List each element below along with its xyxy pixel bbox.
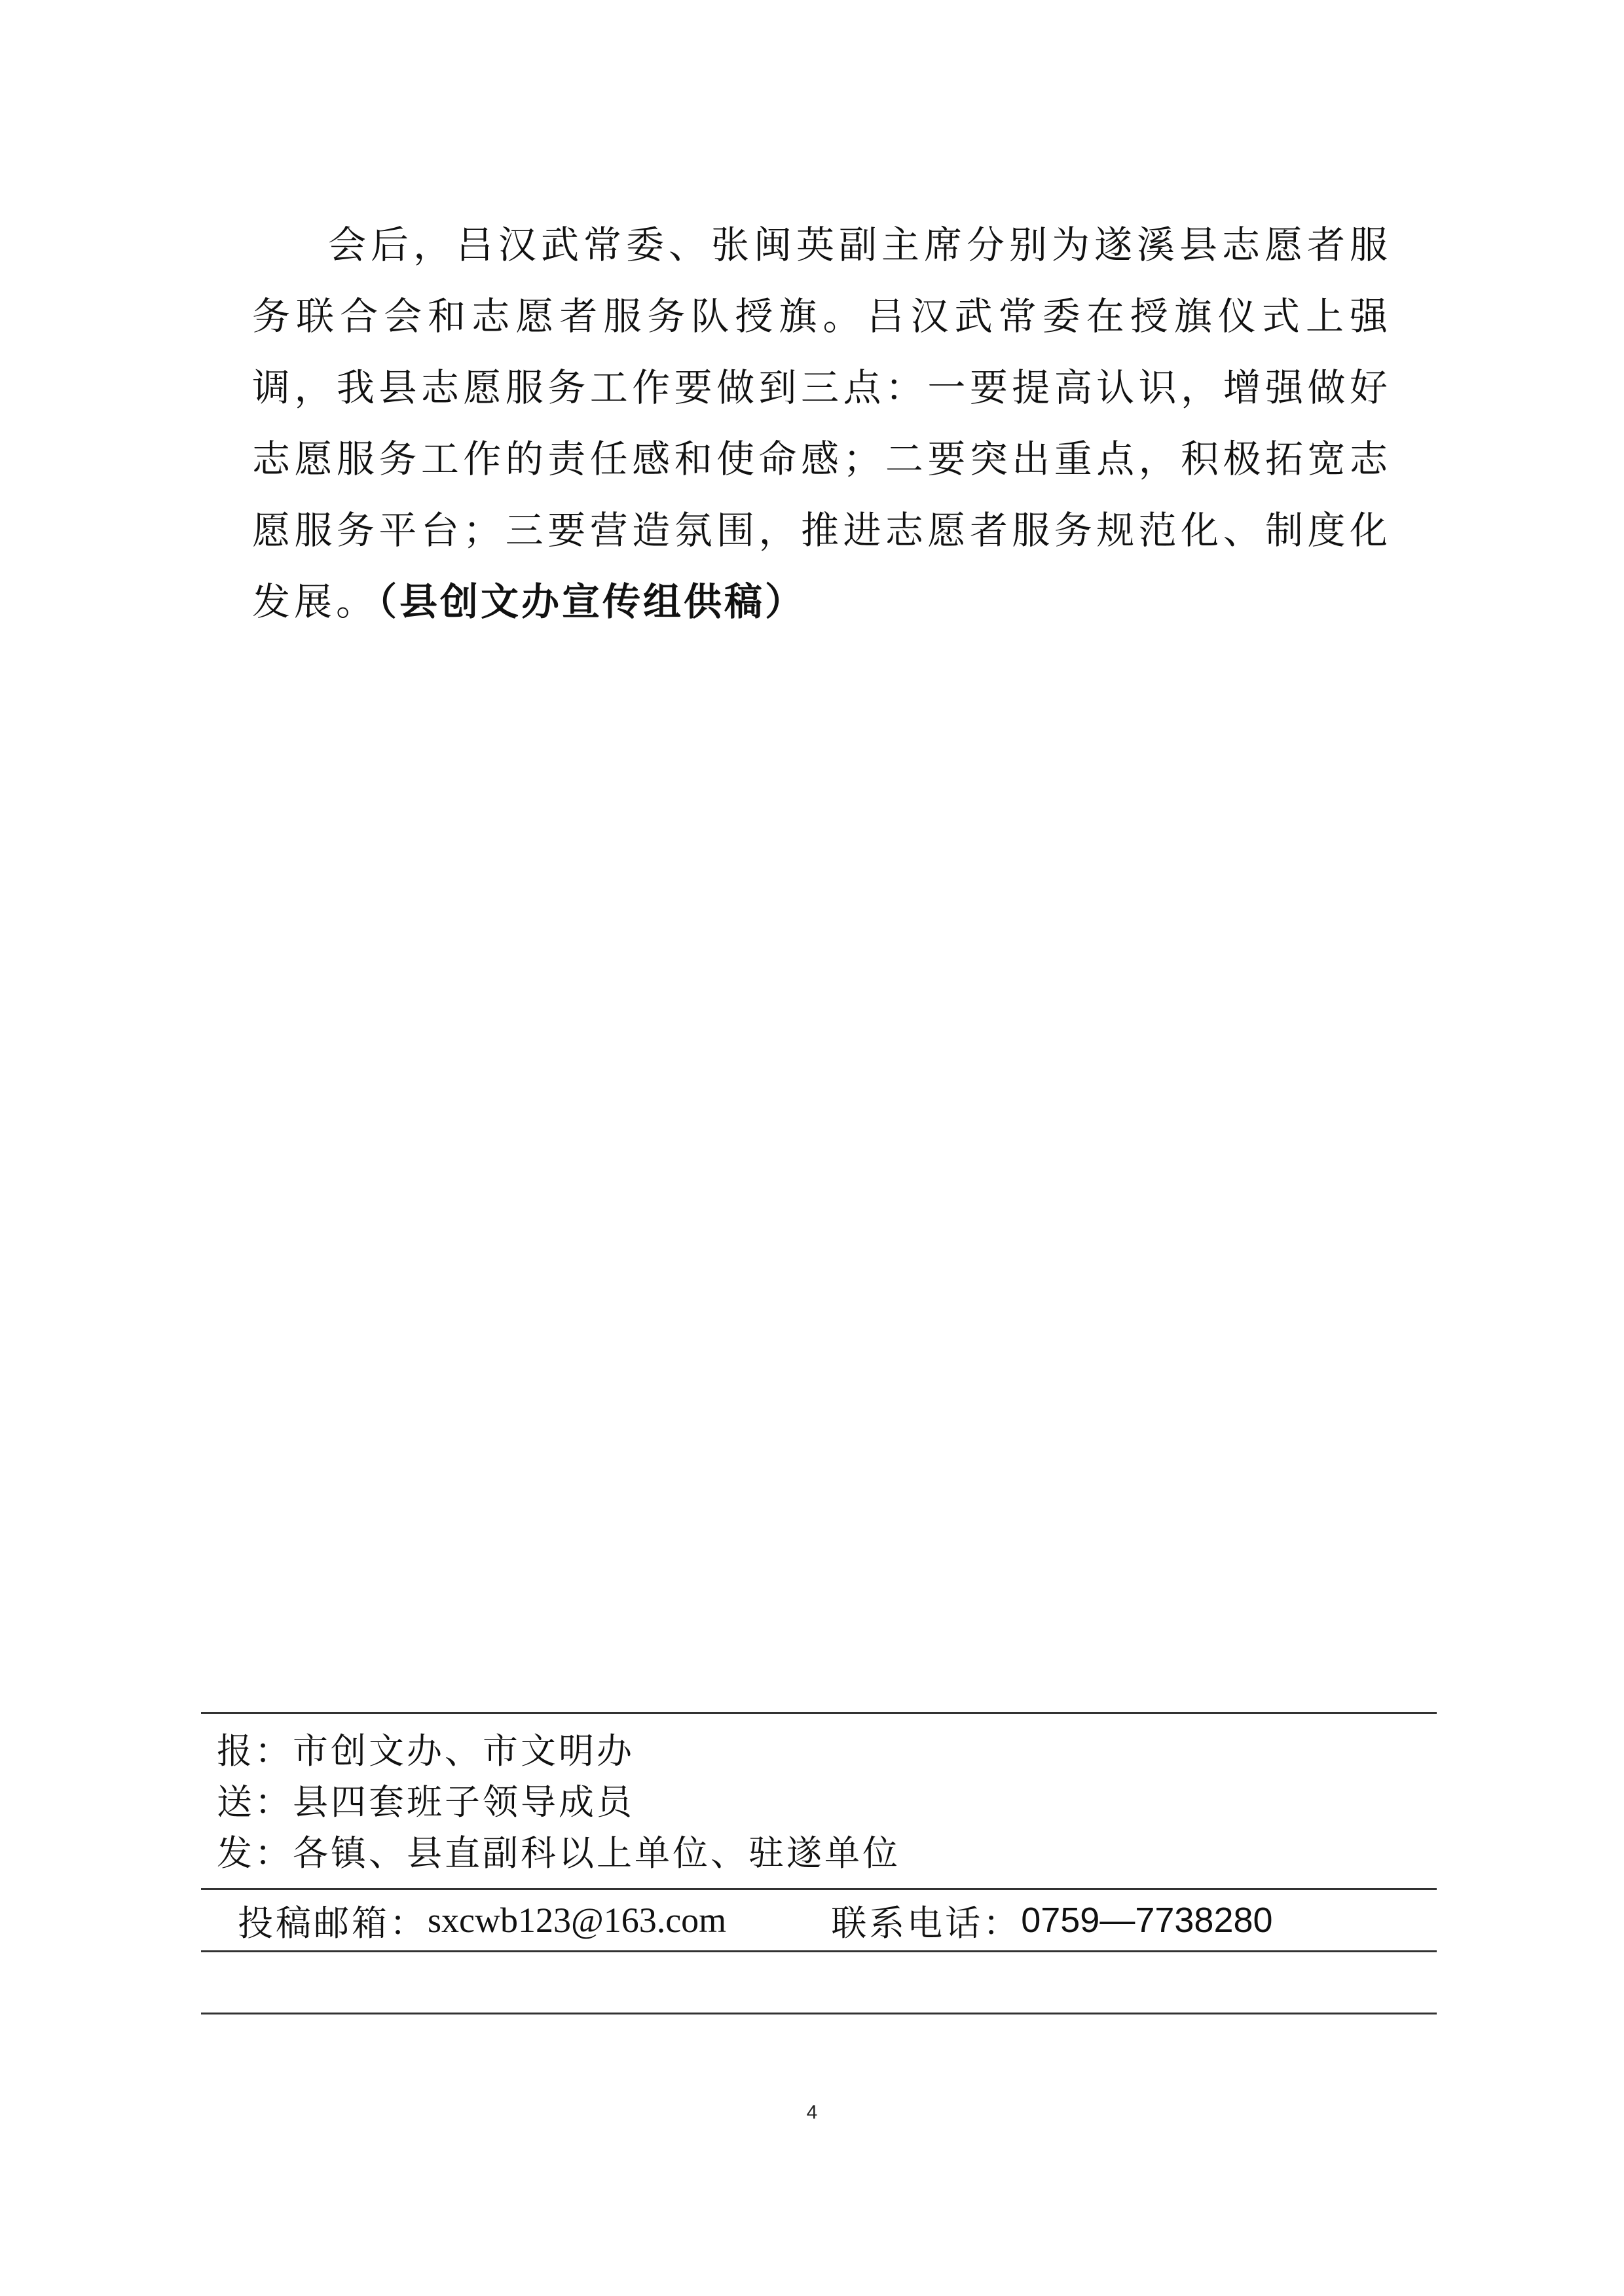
email-label: 投稿邮箱： — [238, 1902, 428, 1944]
article-credit: （县创文办宣传组供稿） — [378, 579, 806, 624]
phone-number: 0759—7738280 — [1021, 1901, 1273, 1940]
divider — [201, 2013, 1437, 2014]
article-body: 会后，吕汉武常委、张闽英副主席分别为遂溪县志愿者服务联合会和志愿者服务队授旗。吕汉武常委在授旗仪式上强调，我县志愿服务工作要做到三点：一要提高认识，增强做好志愿服务工作的责任感和使命感；二要突出重点，积极拓宽志愿服务平台；三要营造氛围，推进志愿者服务规范化、制度化发展。 — [252, 223, 1392, 624]
contact-row — [201, 1890, 1437, 1950]
article-paragraph — [252, 210, 1392, 638]
divider — [201, 1712, 1437, 1714]
report-to-line: 报：市创文办、市文明办 — [217, 1730, 635, 1772]
page-number: 4 — [806, 2102, 818, 2123]
phone-label: 联系电话： — [831, 1902, 1022, 1944]
distribution-footer — [201, 1712, 1437, 2014]
blank-row — [201, 1952, 1437, 2013]
email-address[interactable]: sxcwb123@163.com — [428, 1901, 727, 1940]
send-to-line: 送：县四套班子领导成员 — [217, 1781, 635, 1823]
issue-to-line: 发：各镇、县直副科以上单位、驻遂单位 — [217, 1832, 900, 1874]
article — [252, 210, 1392, 638]
distribution-list — [201, 1726, 1437, 1879]
